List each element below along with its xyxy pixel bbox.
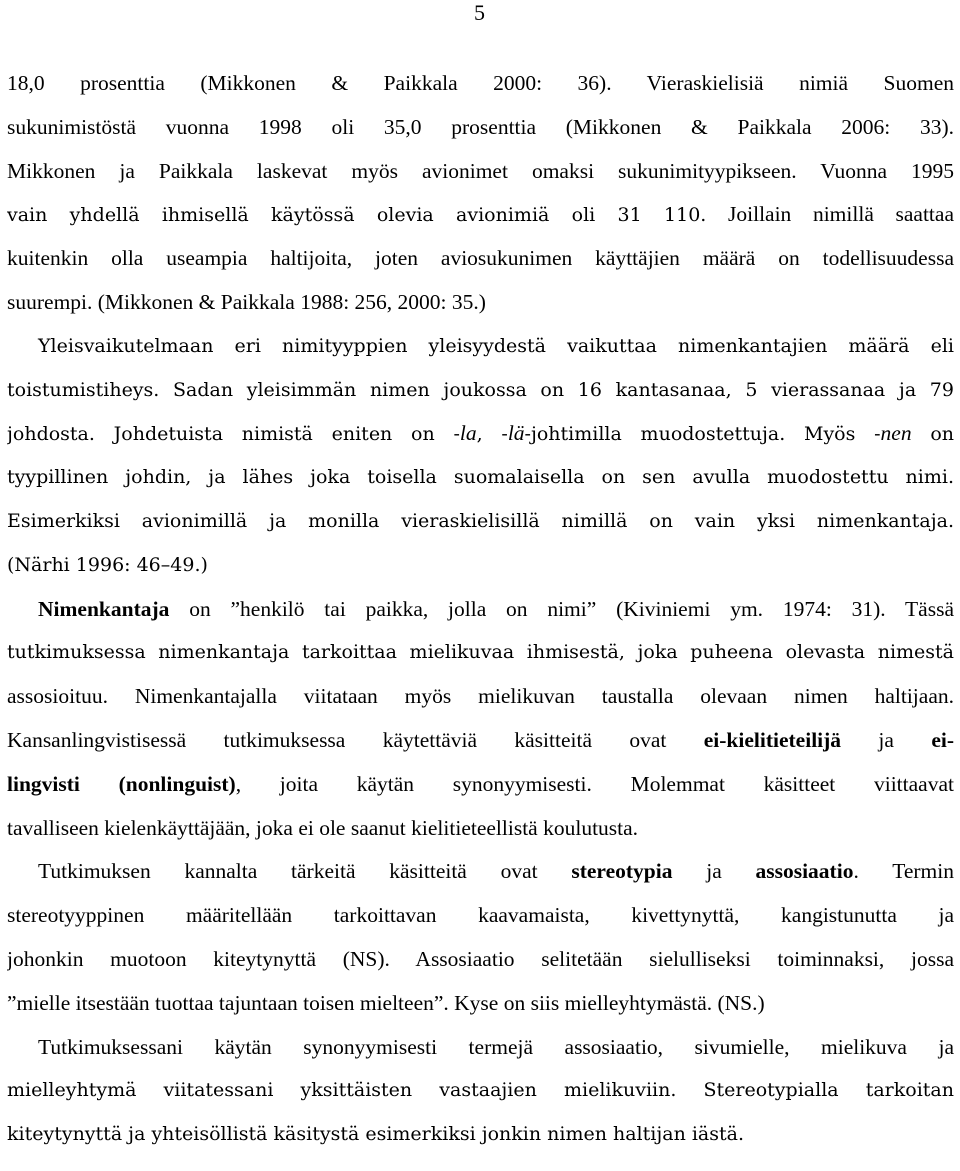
text-span-bold: stereotypia (571, 859, 673, 884)
text-span-bold: lingvisti (nonlinguist) (7, 771, 236, 796)
text-span: . Termin (853, 859, 954, 884)
text-line (7, 500, 954, 544)
text-span-italic: la (459, 421, 477, 446)
text-span-bold: assosiaatio (755, 859, 854, 884)
text-span: sukunimistöstä vuonna 1998 oli 35,0 prosenttia (Mikkonen & Paikkala 2006: 33). (7, 114, 954, 139)
text-span: (Närhi 1996: 46–49.) (7, 553, 208, 576)
text-span: stereotyyppinen määritellään tarkoittavan kaavamaista, kivettynyttä, kangistunutta ja (7, 903, 954, 928)
text-span: Joillain nimillä saattaa (706, 202, 954, 227)
text-line (7, 369, 954, 413)
text-line (7, 237, 954, 281)
text-span: on ”henkilö tai paikka, jolla on nimi” (Kiviniemi ym. 1974: 31). Tässä (169, 596, 954, 621)
text-span: johdosta. Johdetuista nimistä eniten on - (7, 423, 460, 446)
text-line (7, 193, 954, 237)
text-line (7, 894, 954, 938)
text-span: kuitenkin olla useampia haltijoita, joten aviosukunimen käyttäjien määrä on todellisuudessa (7, 246, 954, 271)
text-line (7, 938, 954, 982)
text-span: Tutkimuksessani käytän synonyymisesti termejä assosiaatio, sivumielle, mielikuva ja (38, 1034, 954, 1059)
text-line (7, 719, 954, 763)
page-number: 5 (474, 0, 485, 25)
text-span: kiteytynyttä ja yhteisöllistä käsitystä esimerkiksi jonkin nimen haltijan iästä. (7, 1123, 745, 1146)
text-span: Kansanlingvistisessä tutkimuksessa käytettäviä käsitteitä ovat (7, 727, 704, 752)
text-span: Yleisvaikutelmaan eri nimityyppien yleisyydestä vaikuttaa nimenkantajien määrä eli (38, 334, 954, 357)
text-span: ”mielle itsestään tuottaa tajuntaan toisen mielteen”. Kyse on siis mielleyhtymästä. (NS.) (7, 990, 765, 1015)
text-line (7, 62, 954, 106)
text-span: vain yhdellä ihmisellä käytössä olevia avionimiä oli 31 110. (7, 204, 707, 227)
text-span: ja (841, 727, 932, 752)
text-span: tavalliseen kielenkäyttäjään, joka ei ole saanut kielitieteellistä koulutusta. (7, 815, 639, 840)
text-span-italic: nen (880, 421, 912, 446)
text-line (7, 763, 954, 807)
text-span-bold: ei- (931, 727, 954, 752)
text-line (7, 807, 954, 851)
text-span: mielleyhtymä viitatessani yksittäisten vastaajien mielikuviin. Stereotypialla tarkoitan (7, 1079, 954, 1102)
text-span: Mikkonen ja Paikkala laskevat myös avionimet omaksi sukunimityypikseen. Vuonna 1995 (7, 158, 954, 183)
text-span: , - (476, 423, 508, 446)
text-span: Tutkimuksen kannalta tärkeitä käsitteitä ovat (38, 859, 572, 884)
text-line (7, 544, 954, 588)
text-line (7, 412, 954, 456)
text-span-italic: lä (507, 421, 525, 446)
text-line (7, 675, 954, 719)
text-span: , joita käytän synonyymisesti. Molemmat käsitteet viittaavat (235, 771, 954, 796)
text-span: on (911, 423, 954, 446)
text-line (7, 325, 954, 369)
text-line (7, 150, 954, 194)
text-span: Esimerkiksi avionimillä ja monilla vieraskielisillä nimillä on vain yksi nimenkantaja. (7, 509, 954, 532)
text-span: 18,0 prosenttia (Mikkonen & Paikkala 2000: 36). Vieraskielisiä nimiä Suomen (7, 71, 954, 95)
text-line (7, 1069, 954, 1113)
text-span: tutkimuksessa nimenkantaja tarkoittaa mielikuvaa ihmisestä, joka puheena olevasta nimestä (7, 641, 954, 664)
text-line (7, 631, 954, 675)
text-line (7, 588, 954, 632)
text-span: ja (672, 859, 756, 884)
text-span-bold: Nimenkantaja (38, 596, 170, 621)
text-line (7, 281, 954, 325)
text-line (7, 106, 954, 150)
text-span-bold: ei-kielitieteilijä (703, 727, 842, 752)
text-line (7, 1113, 954, 1157)
body-text (7, 62, 954, 1157)
text-span: suurempi. (Mikkonen & Paikkala 1988: 256, 2000: 35.) (7, 289, 486, 314)
text-line (7, 1026, 954, 1070)
text-line (7, 850, 954, 894)
text-span: tyypillinen johdin, ja lähes joka toisella suomalaisella on sen avulla muodostettu nimi. (7, 466, 954, 489)
text-span: -johtimilla muodostettuja. Myös - (524, 423, 881, 446)
text-span: toistumistiheys. Sadan yleisimmän nimen joukossa on 16 kantasanaa, 5 vierassanaa ja 79 (7, 378, 954, 401)
text-span: assosioituu. Nimenkantajalla viitataan myös mielikuvan taustalla olevaan nimen haltijaan. (7, 684, 954, 709)
text-line (7, 982, 954, 1026)
text-line (7, 456, 954, 500)
text-span: johonkin muotoon kiteytynyttä (NS). Assosiaatio selitetään sielulliseksi toiminnaksi, jossa (7, 946, 954, 971)
